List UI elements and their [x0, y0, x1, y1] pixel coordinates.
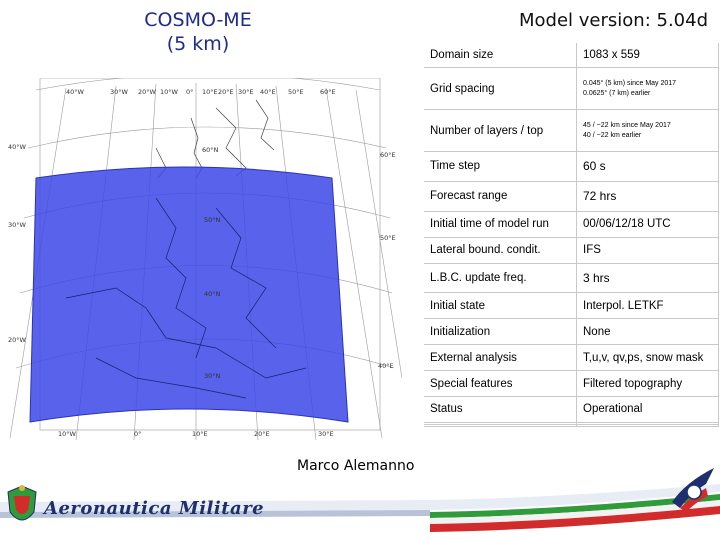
model-spec-table	[424, 43, 719, 427]
lat-label-right-0: 60°E	[380, 151, 396, 159]
spec-row	[424, 43, 719, 68]
brand-logo-text: Aeronautica Militare	[44, 498, 265, 519]
lat-label-right-1: 50°E	[380, 234, 396, 242]
domain-map	[6, 78, 402, 450]
spec-value: Interpol. LETKF	[577, 293, 719, 319]
spec-value: None	[577, 319, 719, 345]
title-line-model: COSMO-ME	[144, 9, 252, 31]
spec-row	[424, 293, 719, 319]
lon-label-top-6: 20°E	[218, 88, 234, 96]
lat-label-inner-2: 40°N	[204, 290, 221, 298]
spec-value: 0.045° (5 km) since May 2017 0.0625° (7 km) earlier	[577, 68, 719, 110]
spec-value	[577, 424, 719, 426]
title-line-resolution: (5 km)	[166, 33, 230, 55]
spec-row	[424, 237, 719, 263]
lat-label-inner-1: 50°N	[204, 216, 221, 224]
lat-label-inner-3: 30°N	[204, 372, 221, 380]
lon-label-bottom-0: 10°W	[58, 430, 76, 438]
lat-label-left-0: 40°W	[8, 143, 26, 151]
coastlines	[156, 100, 274, 178]
spec-row	[424, 152, 719, 182]
military-emblem-icon	[4, 482, 40, 532]
spec-label: Initial time of model run	[424, 211, 577, 237]
spec-row	[424, 68, 719, 110]
spec-label: Status	[424, 397, 577, 423]
lon-label-top-3: 10°W	[160, 88, 178, 96]
spec-label: Time step	[424, 152, 577, 182]
spec-label	[424, 424, 577, 426]
spec-row	[424, 424, 719, 426]
lon-label-bottom-1: 0°	[134, 430, 142, 438]
spec-value: 72 hrs	[577, 181, 719, 211]
spec-value: Filtered topography	[577, 371, 719, 397]
model-version-label: Model version: 5.04d	[519, 10, 708, 31]
lon-label-top-8: 40°E	[260, 88, 276, 96]
lon-label-top-1: 30°W	[110, 88, 128, 96]
spec-value: 60 s	[577, 152, 719, 182]
lon-label-bottom-2: 10°E	[192, 430, 208, 438]
spec-label: External analysis	[424, 345, 577, 371]
slide-title	[118, 8, 278, 56]
lon-label-bottom-4: 30°E	[318, 430, 334, 438]
spec-table-body	[424, 43, 719, 427]
lat-label-left-1: 30°W	[8, 221, 26, 229]
spec-row	[424, 110, 719, 152]
spec-value: 1083 x 559	[577, 43, 719, 68]
spec-label: Lateral bound. condit.	[424, 237, 577, 263]
cosmo-domain	[30, 167, 348, 422]
spec-row	[424, 397, 719, 423]
spec-label: Forecast range	[424, 181, 577, 211]
spec-label: Special features	[424, 371, 577, 397]
lon-label-top-5: 10°E	[202, 88, 218, 96]
spec-value: 45 / ~22 km since May 2017 40 / ~22 km earlier	[577, 110, 719, 152]
spec-value: IFS	[577, 237, 719, 263]
spec-label: Grid spacing	[424, 68, 577, 110]
lon-label-top-4: 0°	[186, 88, 194, 96]
author-name: Marco Alemanno	[297, 458, 415, 474]
spec-label: Initial state	[424, 293, 577, 319]
spec-value: T,u,v, qv,ps, snow mask	[577, 345, 719, 371]
lon-label-bottom-3: 20°E	[254, 430, 270, 438]
spec-value: Operational	[577, 397, 719, 423]
lat-label-right-2: 40°E	[378, 362, 394, 370]
spec-row	[424, 181, 719, 211]
spec-label: Number of layers / top	[424, 110, 577, 152]
lon-label-top-10: 60°E	[320, 88, 336, 96]
lon-label-top-0: 40°W	[66, 88, 84, 96]
spec-label: Domain size	[424, 43, 577, 68]
spec-row	[424, 211, 719, 237]
lat-label-left-2: 20°W	[8, 336, 26, 344]
tricolor-arrows-icon	[666, 462, 718, 516]
spec-value: 3 hrs	[577, 263, 719, 293]
lon-label-top-9: 50°E	[288, 88, 304, 96]
spec-row	[424, 263, 719, 293]
lon-label-top-7: 30°E	[238, 88, 254, 96]
lat-label-inner-0: 60°N	[202, 146, 219, 154]
spec-row	[424, 345, 719, 371]
spec-label: L.B.C. update freq.	[424, 263, 577, 293]
lon-label-top-2: 20°W	[138, 88, 156, 96]
spec-value: 00/06/12/18 UTC	[577, 211, 719, 237]
spec-label: Initialization	[424, 319, 577, 345]
spec-row	[424, 319, 719, 345]
spec-row	[424, 371, 719, 397]
